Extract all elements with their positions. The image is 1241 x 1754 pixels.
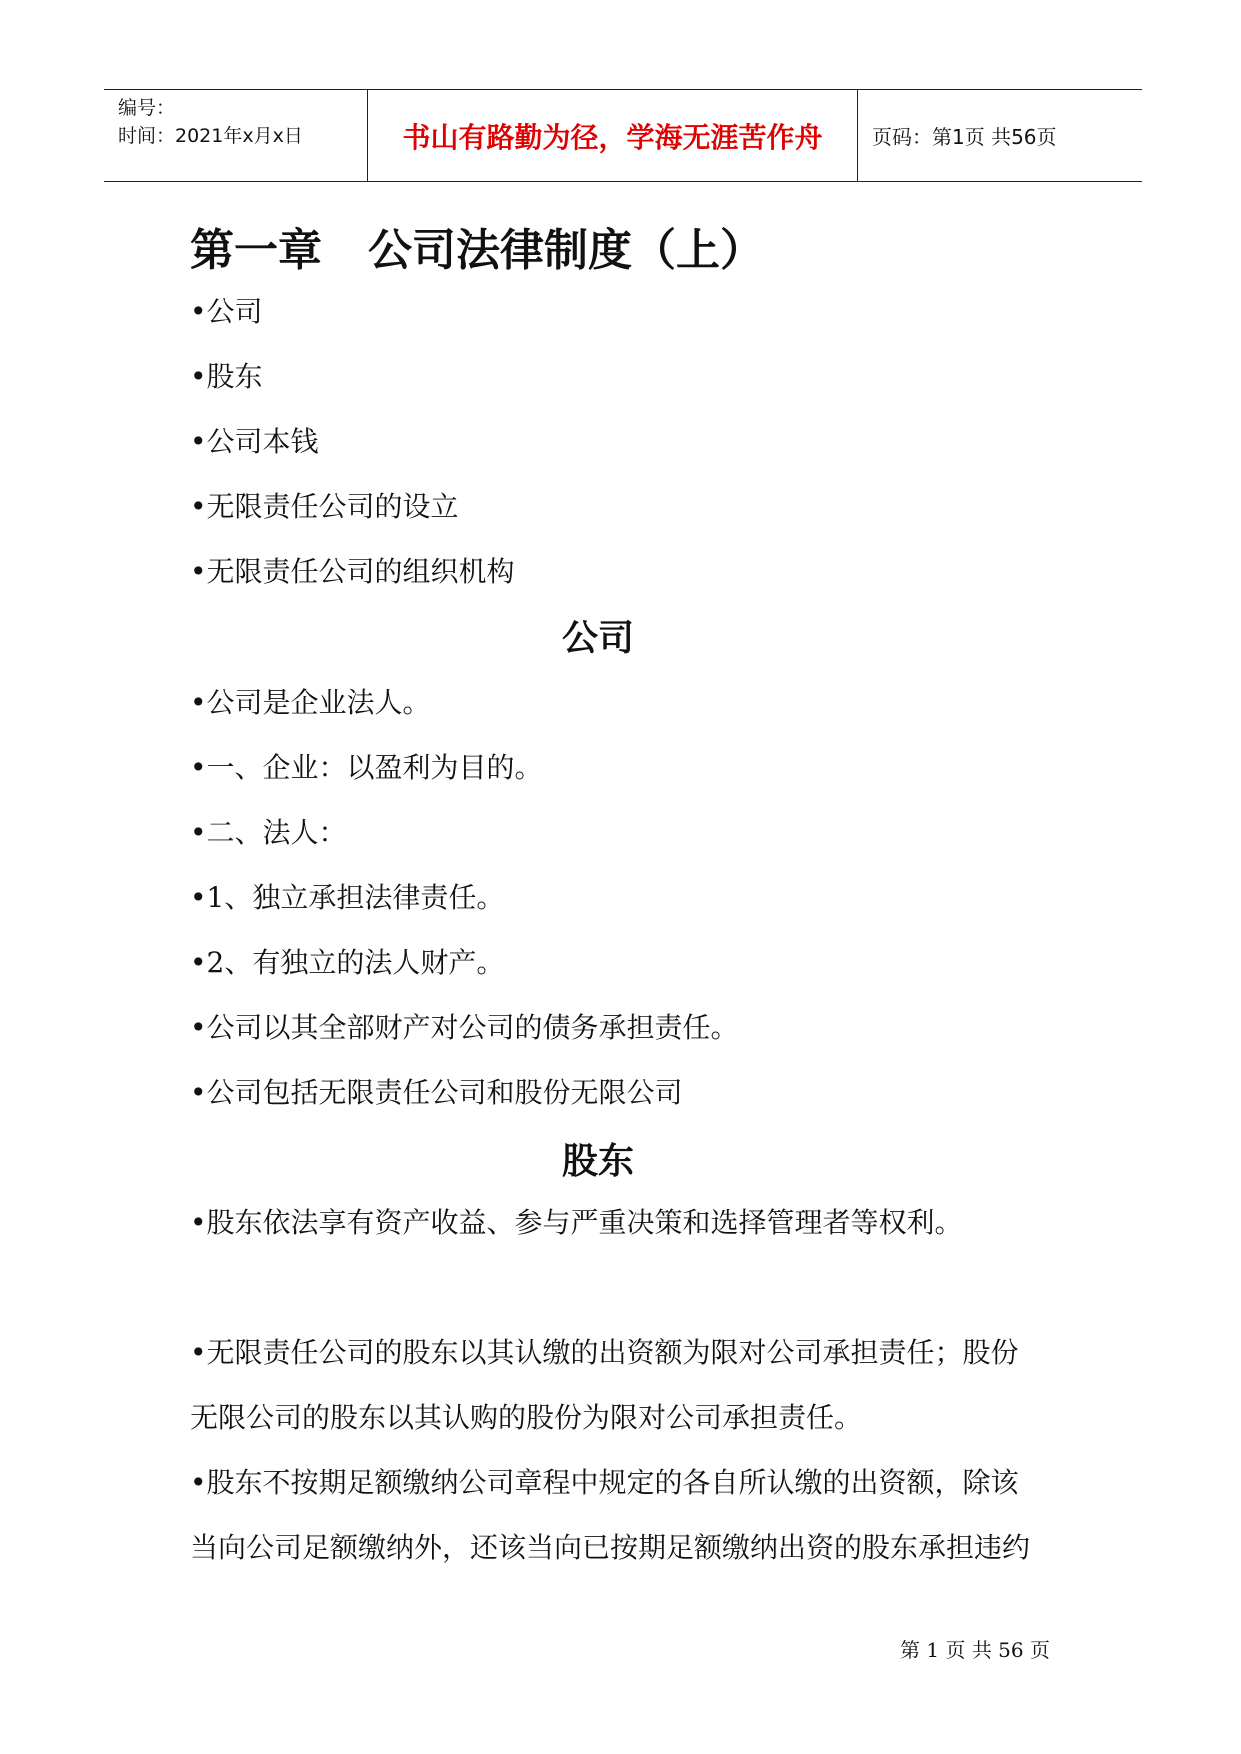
toc-item: •公司本钱 xyxy=(190,425,319,458)
toc-item: •公司 xyxy=(190,295,263,328)
list-item: •公司包括无限责任公司和股份无限公司 xyxy=(190,1076,683,1109)
list-item: •二、法人： xyxy=(190,816,347,849)
page-footer: 第 1 页 共 56 页 xyxy=(900,1638,1050,1662)
list-item: •股东依法享有资产收益、参与严重决策和选择管理者等权利。 xyxy=(190,1206,963,1239)
section-heading-company: 公司 xyxy=(561,618,634,659)
document-time-label: 时间：2021年x月x日 xyxy=(118,125,303,147)
header-meta xyxy=(104,90,368,181)
chapter-title: 第一章 公司法律制度（上） xyxy=(190,225,764,276)
header-motto: 书山有路勤为径，学海无涯苦作舟 xyxy=(368,90,858,181)
list-item: •2、有独立的法人财产。 xyxy=(190,946,505,979)
document-header xyxy=(104,89,1142,182)
list-item: •无限责任公司的股东以其认缴的出资额为限对公司承担责任；股份 xyxy=(190,1336,1019,1369)
list-item: •公司是企业法人。 xyxy=(190,686,431,719)
document-number-label: 编号： xyxy=(118,97,176,119)
header-page-info: 页码：第1页 共56页 xyxy=(872,125,1057,149)
list-item: •1、独立承担法律责任。 xyxy=(190,881,505,914)
toc-item: •股东 xyxy=(190,360,263,393)
list-item-continuation: 当向公司足额缴纳外，还该当向已按期足额缴纳出资的股东承担违约 xyxy=(190,1531,1031,1564)
list-item-continuation: 无限公司的股东以其认购的股份为限对公司承担责任。 xyxy=(190,1401,863,1434)
list-item: •公司以其全部财产对公司的债务承担责任。 xyxy=(190,1011,739,1044)
list-item: •股东不按期足额缴纳公司章程中规定的各自所认缴的出资额，除该 xyxy=(190,1466,1019,1499)
toc-item: •无限责任公司的设立 xyxy=(190,490,459,523)
toc-item: •无限责任公司的组织机构 xyxy=(190,555,515,588)
section-heading-shareholder: 股东 xyxy=(561,1141,634,1182)
list-item: •一、企业：以盈利为目的。 xyxy=(190,751,543,784)
